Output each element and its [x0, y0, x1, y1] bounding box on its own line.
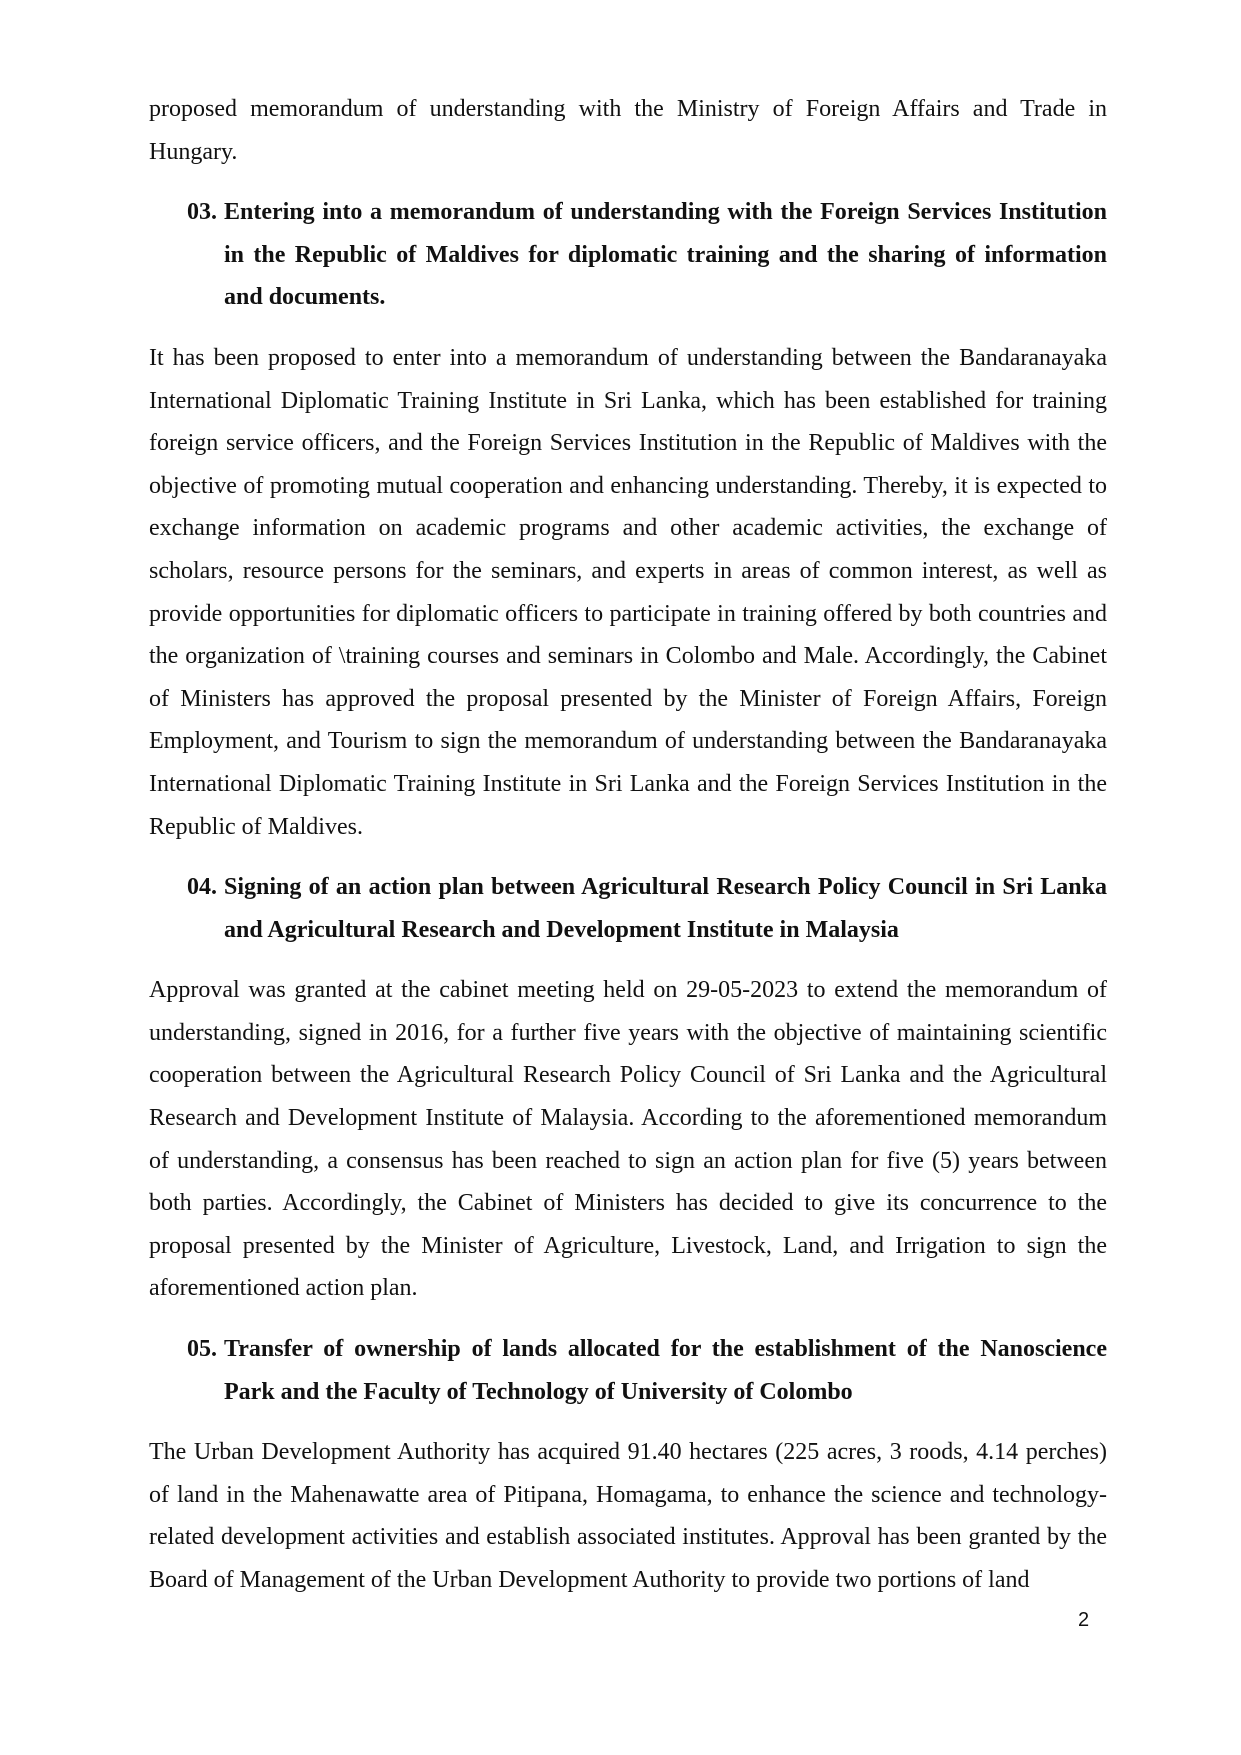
section-body-05: The Urban Development Authority has acquired 91.40 hectares (225 acres, 3 roods, 4.14 perches) of land in the Mahenawatte area of Pitipana, Homagama, to enhance the science and technology-related development activities and establish associated institutes. Approval has been granted by the Board of Management of the Urban Development Authority to provide two portions of land [149, 1439, 1107, 1593]
section-title-04: Signing of an action plan between Agricultural Research Policy Council in Sri Lanka and Agricultural Research and Development Institute in Malaysia [224, 874, 1107, 943]
section-title-05: Transfer of ownership of lands allocated for the establishment of the Nanoscience Park and the Faculty of Technology of University of Colombo [224, 1336, 1107, 1405]
intro-paragraph: proposed memorandum of understanding with the Ministry of Foreign Affairs and Trade in Hungary. [149, 96, 1107, 165]
section-number-04: 04. [187, 874, 217, 901]
section-number-05: 05. [187, 1336, 217, 1363]
section-title-03: Entering into a memorandum of understanding with the Foreign Services Institution in the Republic of Maldives for diplomatic training and the sharing of information and documents. [224, 199, 1107, 311]
section-body-03: It has been proposed to enter into a memorandum of understanding between the Bandaranayaka International Diplomatic Training Institute in Sri Lanka, which has been established for training foreign service officers, and the Foreign Services Institution in the Republic of Maldives with the objective of promoting mutual cooperation and enhancing understanding. Thereby, it is expected to exchange information on academic programs and other academic activities, the exchange of scholars, resource persons for the seminars, and experts in areas of common interest, as well as provide opportunities for diplomatic officers to participate in training offered by both countries and the organization of \training courses and seminars in Colombo and Male. Accordingly, the Cabinet of Ministers has approved the proposal presented by the Minister of Foreign Affairs, Foreign Employment, and Tourism to sign the memorandum of understanding between the Bandaranayaka International Diplomatic Training Institute in Sri Lanka and the Foreign Services Institution in the Republic of Maldives. [149, 344, 1107, 840]
section-heading-05 [149, 1328, 1107, 1413]
page-number: 2 [1078, 1609, 1090, 1631]
page-content [149, 88, 1107, 1602]
section-heading-04 [149, 866, 1107, 951]
section-number-03: 03. [187, 199, 217, 226]
section-body-04: Approval was granted at the cabinet meeting held on 29-05-2023 to extend the memorandum of understanding, signed in 2016, for a further five years with the objective of maintaining scientific cooperation between the Agricultural Research Policy Council of Sri Lanka and the Agricultural Research and Development Institute of Malaysia. According to the aforementioned memorandum of understanding, a consensus has been reached to sign an action plan for five (5) years between both parties. Accordingly, the Cabinet of Ministers has decided to give its concurrence to the proposal presented by the Minister of Agriculture, Livestock, Land, and Irrigation to sign the aforementioned action plan. [149, 977, 1107, 1302]
section-heading-03 [149, 191, 1107, 319]
